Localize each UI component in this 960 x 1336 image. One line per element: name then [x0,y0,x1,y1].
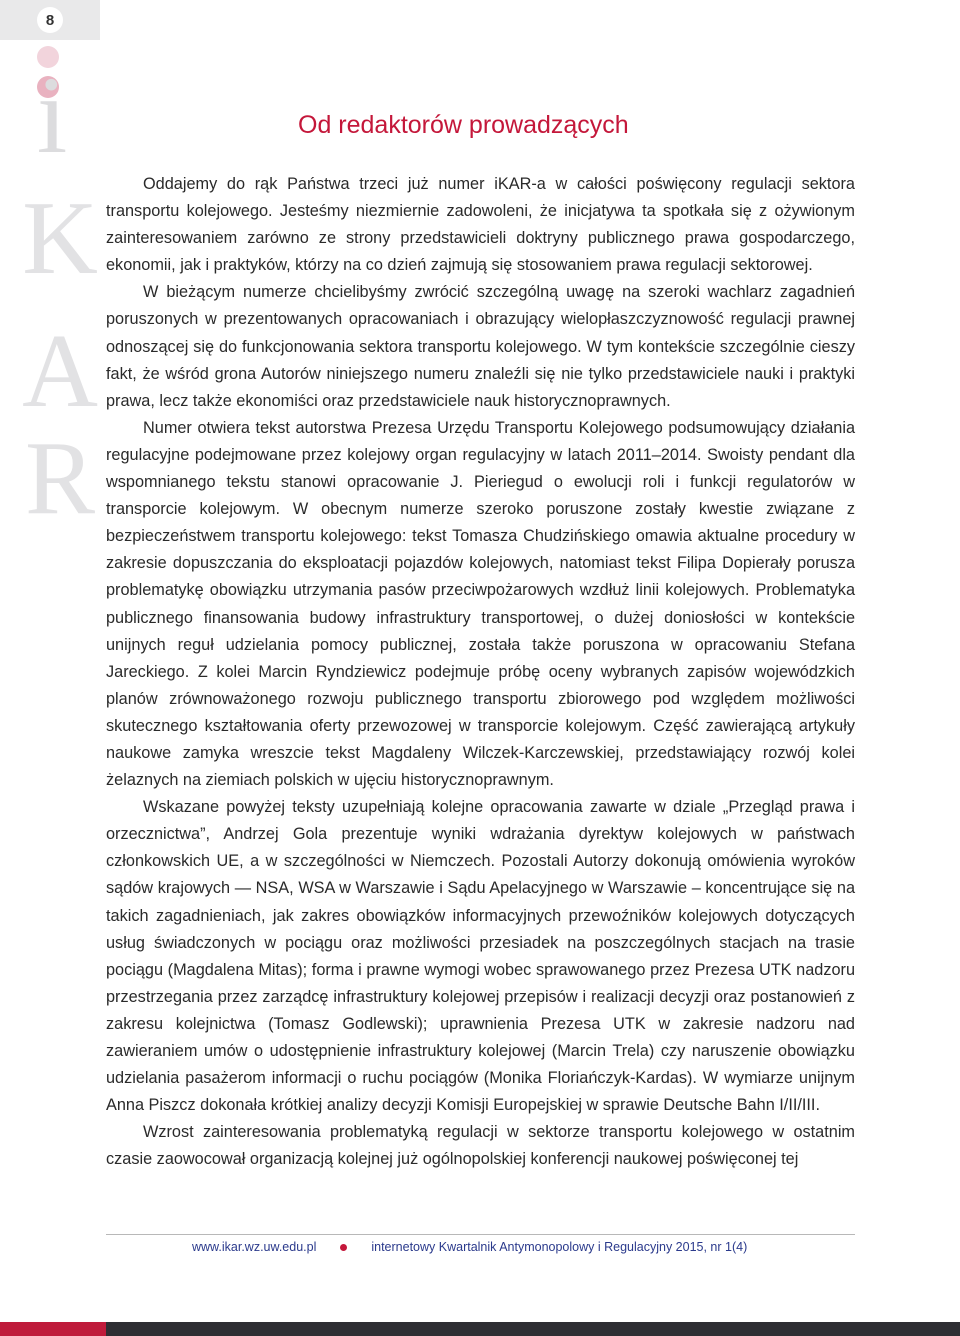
paragraph: Wskazane powyżej teksty uzupełniają kolejne opracowania zawarte w dziale „Przegląd prawa i orzecznictwa”, Andrzej Gola prezentuje wyniki wdrażania dyrektyw kolejowych w państwach członkowskich UE, a w szczególności w Niemczech. Pozostali Autorzy dokonują omówienia wyroków sądów krajowych — NSA, WSA w Warszawie i Sądu Apelacyjnego w Warszawie – koncentrujące się na takich zagadnieniach, jak zakres obowiązków informacyjnych przewoźników kolejowych dotyczących usług świadczonych w pociągu oraz możliwości przesiadek na poszczególnych stacjach na trasie pociągu (Magdalena Mitas); forma i prawne wymogi wobec sprawowanego przez Prezesa UTK nadzoru przestrzegania przez zarządcę infrastruktury kolejowej przepisów i realizacji decyzji oraz postanowień z zakresu kolejnictwa (Tomasz Godlewski); uprawnienia Prezesa UTK w zakresie nadzoru nad zawieraniem umów o udostępnienie infrastruktury kolejowej (Marcin Trela) czy naruszenie obowiązku udzielania pasażerom informacji o ruchu pociągów (Monika Floriańczyk-Kardas). W wymiarze unijnym Anna Piszcz dokonała krótkiej analizy decyzji Komisji Europejskiej w sprawie Deutsche Bahn I/II/III. [106,798,855,1115]
article-body [106,171,855,1173]
bottom-bar-dark [106,1322,960,1336]
paragraph: Numer otwiera tekst autorstwa Prezesa Urzędu Transportu Kolejowego podsumowujący działania regulacyjne podejmowane przez kolejowy organ regulacyjny w latach 2011–2014. Swoisty pendant dla wspomnianego tekstu stanowi opracowanie J. Pieriegud o ewolucji roli i funkcji regulatorów w transporcie kolejowym. W obecnym numerze szeroko poruszone zostały kwestie związane z bezpieczeństwem transportu kolejowego: tekst Tomasza Chudzińskiego omawia aktualne procedury w zakresie dopuszczania do eksploatacji pojazdów kolejowych, natomiast tekst Filipa Dopierały porusza problematykę obowiązku utrzymania pasów przeciwpożarowych wzdłuż linii kolejowych. Problematyka publicznego finansowania budowy infrastruktury transportowej, o dużej doniosłości w kontekście unijnych reguł udzielania pomocy publicznej, została także poruszona w opracowaniu Stefana Jareckiego. Z kolei Marcin Ryndziewicz podejmuje próbę oceny wybranych zapisów wojewódzkich planów zrównoważonego rozwoju publicznego transportu zbiorowego pod względem możliwości skutecznego kształtowania oferty przewozowej w transporcie kolejowym. Część zawierającą artykuły naukowe zamyka wreszcie tekst Magdaleny Wilczek-Karczewskiej, przedstawiający rozwój kolei żelaznych na ziemiach polskich w ujęciu historycznoprawnym. [106,418,855,790]
side-logo-r: R [24,419,96,536]
side-logo-a: A [22,312,98,429]
footer-journal-name: internetowy Kwartalnik Antymonopolowy i Regulacyjny 2015, nr 1(4) [371,1240,748,1254]
page-number: 8 [37,7,63,33]
paragraph: Wzrost zainteresowania problematyką regulacji w sektorze transportu kolejowego w ostatnim czasie zaowocował organizacją kolejnej już ogólnopolskiej konferencji naukowej poświęconej tej [106,1123,855,1169]
footer [192,1240,747,1254]
page-number-box [0,0,100,40]
bottom-bar-accent [0,1322,106,1336]
side-logo-k: K [22,179,98,296]
paragraph: W bieżącym numerze chcielibyśmy zwrócić szczególną uwagę na szeroki wachlarz zagadnień poruszonych w prezentowanych opracowaniach i obrazujący wielopłaszczyznowość regulacji prawnej odnoszącej się do funkcjonowania sektora transportu kolejowego. W tym kontekście szczególnie cieszy fakt, że wśród grona Autorów niniejszego numeru znaleźli się nie tylko przedstawiciele nauki i praktyki prawa, lecz także ekonomiści oraz przedstawiciele nauk historycznoprawnych. [106,283,855,410]
paragraph: Oddajemy do rąk Państwa trzeci już numer iKAR-a w całości poświęcony regulacji sektora transportu kolejowego. Jesteśmy niezmiernie zadowoleni, że inicjatywa ta spotkała się z ożywionym zainteresowaniem zarówno ze strony przedstawicieli doktryny publicznego prawa gospodarczego, ekonomii, jak i praktyków, którzy na co dzień zajmują się stosowaniem prawa regulacji sektorowej. [106,175,855,275]
footer-divider [106,1234,855,1235]
footer-url-link[interactable]: www.ikar.wz.uw.edu.pl [192,1240,317,1254]
page-title: Od redaktorów prowadzących [298,111,629,139]
side-logo-i: i [36,54,68,176]
footer-separator-dot [340,1244,347,1251]
